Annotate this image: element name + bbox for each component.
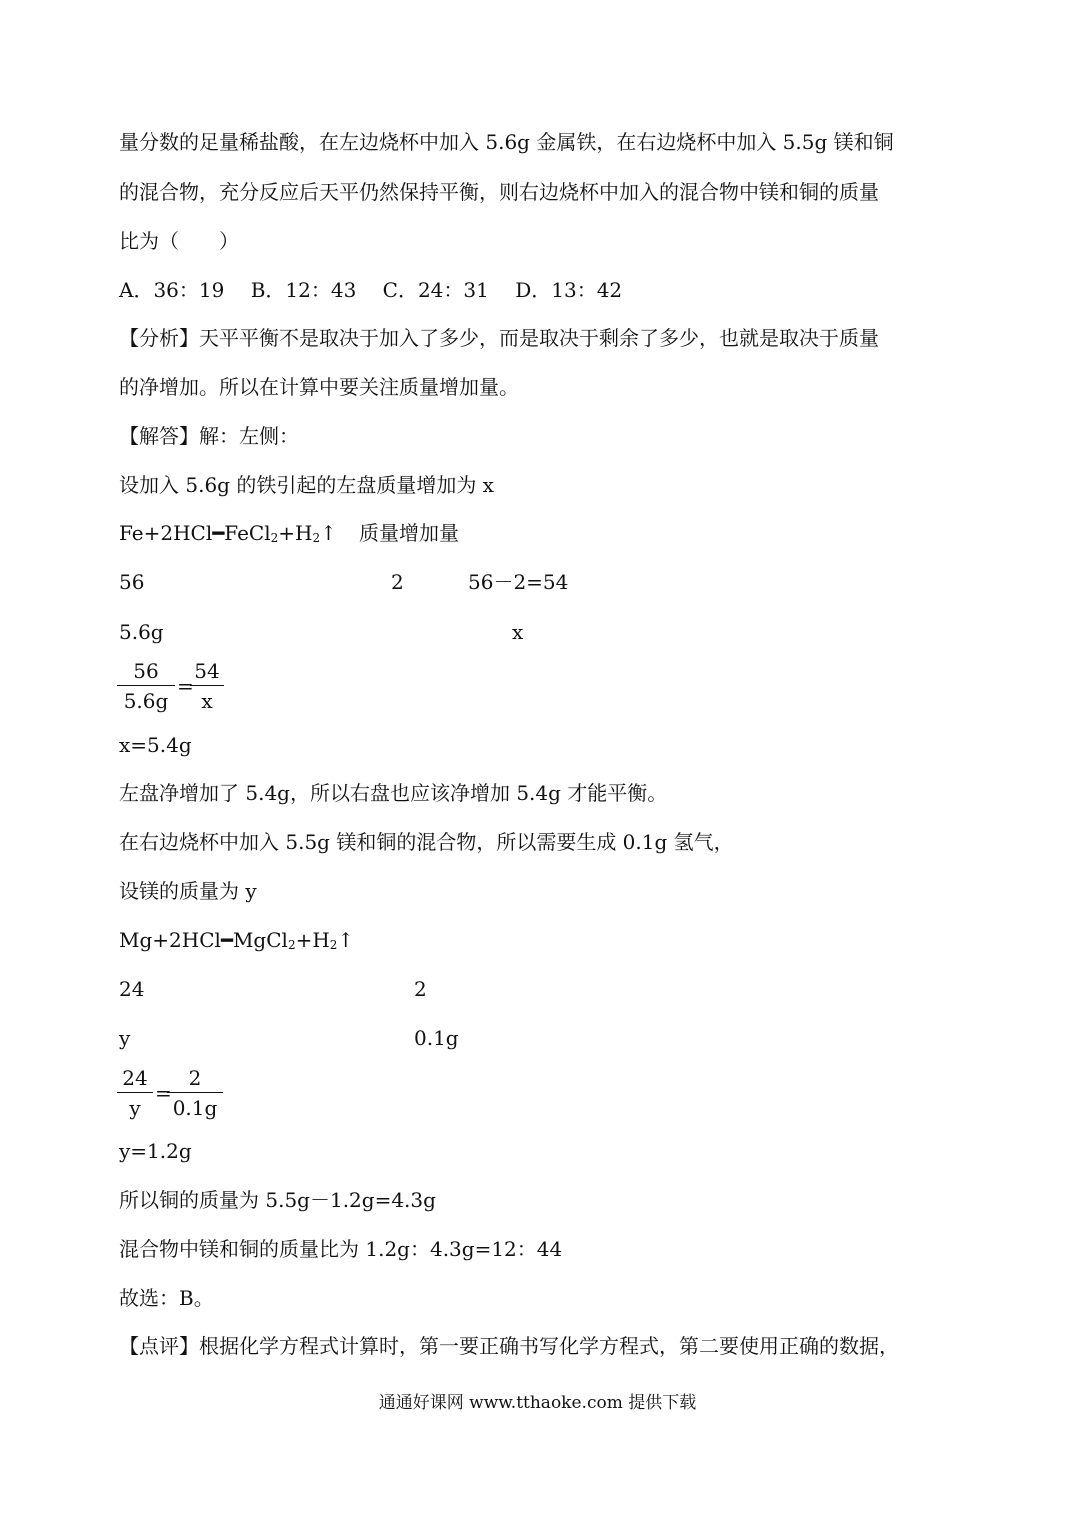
set-y-line: 设镁的质量为 y [119, 879, 257, 903]
fraction-2-right-denominator: 0.1g [172, 1096, 218, 1120]
fraction-2-equals: = [155, 1081, 172, 1105]
set-x-line: 设加入 5.6g 的铁引起的左盘质量增加为 x [119, 473, 494, 497]
question-line-3: 比为（ ） [119, 229, 239, 253]
fraction-1-left-numerator: 56 [133, 659, 159, 683]
question-line-2: 的混合物，充分反应后天平仍然保持平衡，则右边烧杯中加入的混合物中镁和铜的质量 [119, 180, 879, 204]
hydrogen-mass: 0.1g [414, 1026, 459, 1050]
molar-mass-mg: 24 [119, 977, 145, 1001]
molar-mass-h2: 2 [391, 570, 404, 594]
mass-ratio: 混合物中镁和铜的质量比为 1.2g：4.3g=12：44 [119, 1237, 563, 1261]
equation-fe: $Fe+2HCl━FeCl_2+H_2↑$ [119, 521, 337, 545]
unknown-y: y [119, 1026, 131, 1050]
question-line-1: 量分数的足量稀盐酸，在左边烧杯中加入 5.6g 金属铁，在右边烧杯中加入 5.5g 镁和铜 [119, 130, 894, 154]
copper-mass: 所以铜的质量为 5.5g－1.2g=4.3g [119, 1188, 436, 1212]
comment-line-1: 【点评】根据化学方程式计算时，第一要正确书写化学方程式，第二要使用正确的数据， [119, 1334, 899, 1358]
fraction-1-left-denominator: 5.6g [123, 689, 169, 713]
molar-mass-fe: 56 [119, 570, 145, 594]
fraction-2-right-numerator: 2 [188, 1066, 202, 1090]
mass-difference: 56－2=54 [468, 570, 569, 594]
left-net-increase: 左盘净增加了 5.4g，所以右盘也应该净增加 5.4g 才能平衡。 [119, 781, 668, 805]
fraction-1-right-bar [190, 685, 224, 686]
mass-increase-label: 质量增加量 [359, 521, 459, 545]
solution-heading: 【解答】解：左侧： [119, 424, 299, 448]
answer-options: A．36：19 B．12：43 C．24：31 D．13：42 [119, 278, 623, 302]
right-cup-hydrogen: 在右边烧杯中加入 5.5g 镁和铜的混合物，所以需要生成 0.1g 氢气， [119, 830, 734, 854]
y-result: y=1.2g [119, 1139, 192, 1163]
given-mass-fe: 5.6g [119, 620, 164, 644]
equation-mg: $Mg+2HCl━MgCl_2+H_2↑$ [119, 928, 355, 952]
fraction-2-left-bar [117, 1092, 153, 1093]
fraction-2-right-bar [167, 1092, 223, 1093]
analysis-line-1: 【分析】天平平衡不是取决于加入了多少，而是取决于剩余了多少，也就是取决于质量 [119, 326, 879, 350]
fraction-2-left-numerator: 24 [122, 1066, 148, 1090]
fraction-1-left-bar [117, 685, 175, 686]
fraction-1-right-denominator: x [201, 689, 213, 713]
unknown-x: x [512, 620, 524, 644]
page-footer: 通通好课网 www.tthaoke.com 提供下载 [378, 1393, 697, 1413]
fraction-2-left-denominator: y [129, 1096, 141, 1120]
final-choice: 故选：B。 [119, 1286, 214, 1310]
fraction-1-right-numerator: 54 [194, 659, 220, 683]
x-result: x=5.4g [119, 733, 192, 757]
molar-mass-h2-b: 2 [414, 977, 427, 1001]
fraction-1-equals: = [177, 674, 194, 698]
analysis-line-2: 的净增加。所以在计算中要关注质量增加量。 [119, 375, 519, 399]
